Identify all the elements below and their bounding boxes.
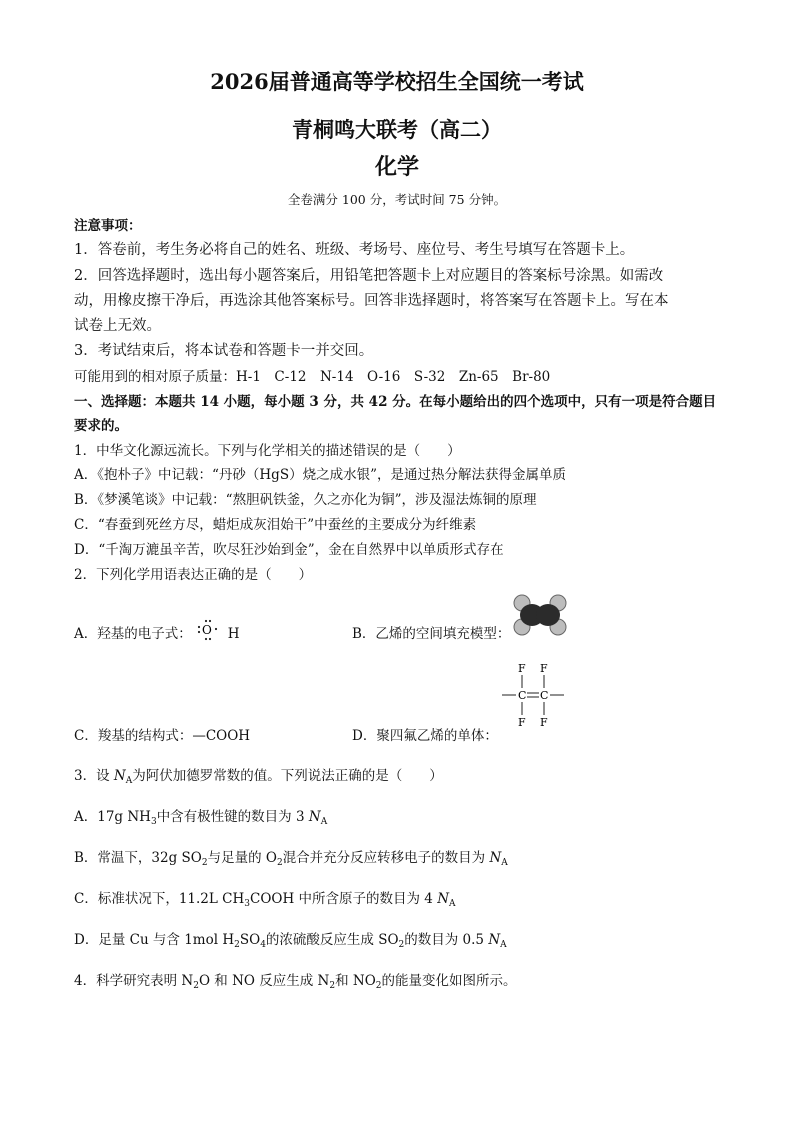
q3-option-b: B．常温下，32g $SO_2$与足量的 $O_2$混合并充分反应转移电子的数目为 $N_A$: [74, 850, 508, 868]
atomic-masses: 可能用到的相对原子质量：H-1 C-12 N-14 O-16 S-32 Zn-65 Br-80: [74, 369, 551, 385]
notice-item-1: 1．答卷前，考生务必将自己的姓名、班级、考场号、座位号、考生号填写在答题卡上。: [74, 242, 635, 258]
hydroxyl-electron-dot-icon: [194, 617, 224, 645]
exam-title: 2026届普通高等学校招生全国统一考试: [210, 69, 584, 94]
tfe-c-1: C: [518, 689, 527, 702]
q2-option-b: B．乙烯的空间填充模型：: [352, 626, 511, 642]
q2-stem: 2．下列化学用语表达正确的是（ ）: [74, 567, 313, 583]
ethylene-space-filling-model-icon: [512, 594, 568, 636]
section1-heading-b: 要求的。: [74, 418, 128, 434]
q2-option-a-text: A．羟基的电子式：: [74, 626, 192, 642]
league-title: 青桐鸣大联考（高二）: [292, 117, 502, 142]
q1-option-d: D．“千淘万漉虽辛苦，吹尽狂沙始到金”，金在自然界中以单质形式存在: [74, 542, 504, 558]
q3-option-d: D．足量 Cu 与含 1mol $H_2SO_4$的浓硫酸反应生成 $SO_2$的数目为 0.5 $N_A$: [74, 932, 507, 950]
notice-item-2b: 动，用橡皮擦干净后，再选涂其他答案标号。回答非选择题时，将答案写在答题卡上。写在本: [74, 293, 669, 309]
q2-option-d: D．聚四氟乙烯的单体：: [352, 728, 498, 744]
q3-option-c: C．标准状况下，11.2L $CH_3COOH$ 中所含原子的数目为 4 $N_A$: [74, 891, 456, 909]
q3-stem: 3．设 $N_A$为阿伏加德罗常数的值。下列说法正确的是（ ）: [74, 768, 443, 786]
notice-item-2a: 2．回答选择题时，选出每小题答案后，用铅笔把答题卡上对应题目的答案标号涂黑。如需改: [74, 268, 664, 284]
subject-title: 化学: [374, 154, 419, 180]
q2-option-c: C．羧基的结构式：—COOH: [74, 728, 251, 744]
notice-item-2c: 试卷上无效。: [74, 318, 161, 334]
q1-stem: 1．中华文化源远流长。下列与化学相关的描述错误的是（ ）: [74, 443, 461, 459]
q3-option-a: A．17g $NH_3$中含有极性键的数目为 3 $N_A$: [74, 809, 328, 827]
tfe-f-2: F: [540, 662, 548, 675]
notices-heading: 注意事项：: [74, 218, 142, 234]
svg-text:O: O: [202, 623, 212, 637]
hydroxyl-h: H: [227, 626, 240, 642]
score-note: 全卷满分 100 分，考试时间 75 分钟。: [287, 192, 507, 207]
q4-stem: 4．科学研究表明 $N_2O$ 和 NO 反应生成 $N_2$和 $NO_2$的能量变化如图所示。: [74, 973, 517, 991]
q1-option-c: C．“春蚕到死丝方尽，蜡炬成灰泪始干”中蚕丝的主要成分为纤维素: [74, 517, 477, 533]
tfe-f-3: F: [518, 716, 526, 729]
q1-option-b: B．《梦溪笔谈》中记载：“熬胆矾铁釜，久之亦化为铜”，涉及湿法炼铜的原理: [74, 492, 537, 508]
tfe-f-4: F: [540, 716, 548, 729]
section1-heading-a: 一、选择题：本题共 14 小题，每小题 3 分，共 42 分。在每小题给出的四个选项中，只有一项是符合题目: [74, 394, 717, 410]
notice-item-3: 3．考试结束后，将本试卷和答题卡一并交回。: [74, 343, 374, 359]
q1-option-a: A．《抱朴子》中记载：“丹砂（HgS）烧之成水银”，是通过热分解法获得金属单质: [74, 467, 566, 483]
tfe-c-2: C: [540, 689, 549, 702]
tfe-f-1: F: [518, 662, 526, 675]
tetrafluoroethylene-structure-icon: [500, 660, 570, 730]
